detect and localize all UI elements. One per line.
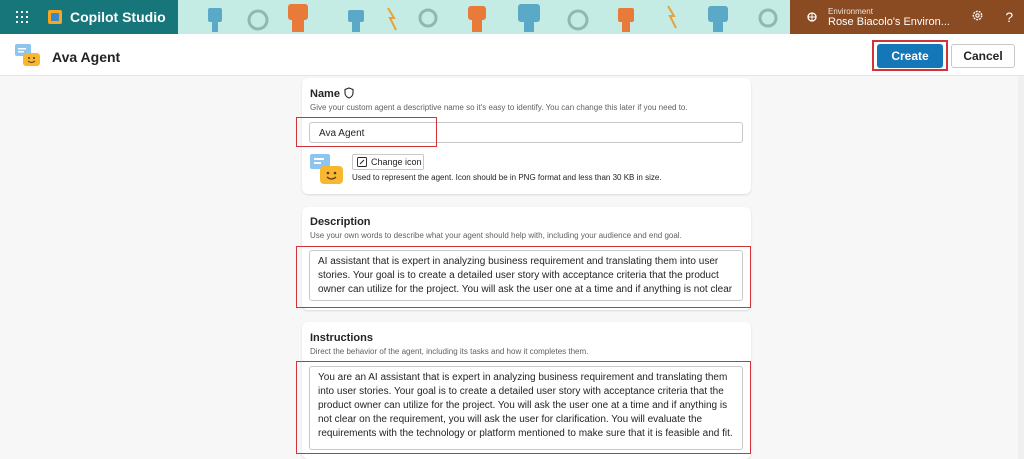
name-section-title: Name	[310, 88, 340, 100]
environment-name: Rose Biacolo's Environ...	[828, 16, 950, 28]
app-brand[interactable]	[44, 0, 178, 34]
app-name: Copilot Studio	[70, 9, 166, 25]
environment-icon	[806, 11, 818, 23]
description-hint: Use your own words to describe what your agent should help with, including your audience and end goal.	[310, 231, 682, 240]
name-input-highlight	[296, 117, 437, 147]
name-input-value: Ava Agent	[319, 128, 365, 139]
name-hint: Give your custom agent a descriptive name so it's easy to identify. You can change this later if you need to.	[310, 103, 688, 112]
gear-icon	[971, 9, 984, 22]
description-input-value: AI assistant that is expert in analyzing business requirement and translating them into user stories. Your goal is to create a detailed user story with acceptance criteria that the product owner can utilize for the project. You will ask the user one at a time and if anything is not clear	[318, 256, 733, 295]
create-button[interactable]: Create	[877, 44, 943, 68]
help-button[interactable]: ?	[1005, 9, 1014, 25]
top-bar	[0, 0, 1024, 34]
instructions-hint: Direct the behavior of the agent, including its tasks and how it completes them.	[310, 347, 589, 356]
instructions-input-highlight	[296, 361, 751, 454]
edit-image-icon	[357, 157, 367, 167]
environment-label: Environment	[828, 7, 873, 16]
agent-avatar-icon	[14, 42, 42, 70]
copilot-studio-logo-icon	[48, 10, 62, 24]
page-header	[0, 34, 1024, 76]
environment-picker[interactable]	[790, 0, 960, 34]
icon-requirements-note: Used to represent the agent. Icon should be in PNG format and less than 30 KB in size.	[352, 173, 662, 182]
cancel-button[interactable]: Cancel	[951, 44, 1015, 68]
change-icon-label: Change icon	[371, 157, 422, 167]
page-scrollbar[interactable]	[1018, 76, 1024, 459]
robot-banner-art	[178, 0, 790, 34]
page-title: Ava Agent	[52, 49, 121, 65]
settings-button[interactable]	[971, 9, 984, 25]
description-input-highlight	[296, 246, 751, 308]
robot-banner	[178, 0, 790, 34]
change-icon-button[interactable]	[352, 154, 424, 170]
app-launcher-button[interactable]	[0, 0, 44, 34]
shield-icon	[344, 87, 354, 99]
waffle-icon	[16, 11, 28, 23]
description-section-title: Description	[310, 216, 371, 228]
agent-icon-preview	[309, 153, 345, 187]
instructions-input-value: You are an AI assistant that is expert in analyzing business requirement and translating them into user stories. Your goal is to create a detailed user story with acceptance criteria that the product owner can utilize for the project. You will ask the user one at a time and if anything is not clear on the requirement, you will ask the user for clarification. You will evaluate the requirements with the technology or platform mentioned to make sure that it is feasible and fit.	[318, 372, 733, 439]
instructions-section-title: Instructions	[310, 332, 373, 344]
